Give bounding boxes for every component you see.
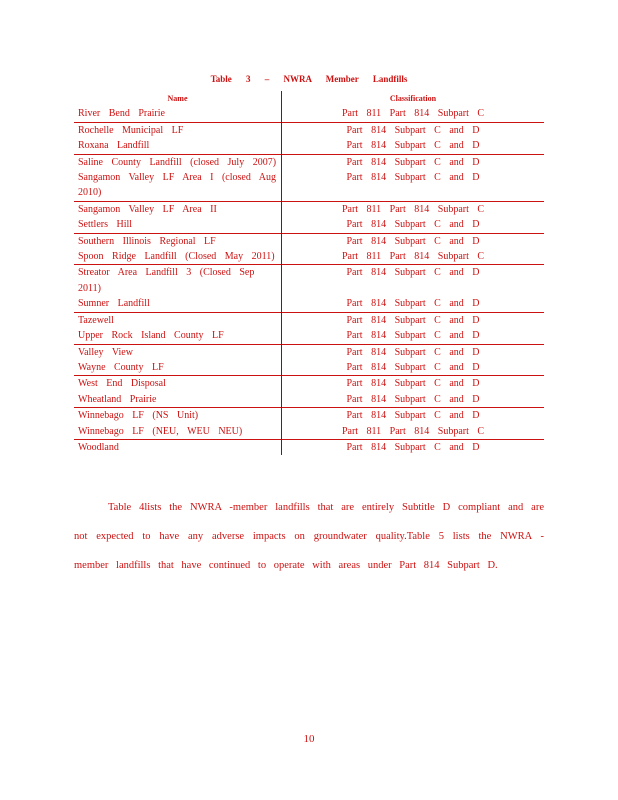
landfill-name: Sumner Landfill xyxy=(74,296,282,312)
landfill-name: Wheatland Prairie xyxy=(74,392,282,408)
landfill-name: Winnebago LF (NEU, WEU NEU) xyxy=(74,424,282,440)
landfill-classification: Part 814 Subpart C and D xyxy=(282,265,545,296)
table-row xyxy=(74,328,544,344)
landfill-classification: Part 814 Subpart C and D xyxy=(346,298,480,310)
landfill-classification: Part 814 Subpart C and D xyxy=(282,122,545,138)
table-row xyxy=(74,154,544,170)
landfill-name: Saline County Landfill (closed July 2007) xyxy=(74,154,282,170)
table-row xyxy=(74,249,544,265)
table-row xyxy=(74,217,544,233)
landfill-classification: Part 811 Part 814 Subpart C xyxy=(341,108,485,120)
body-paragraph xyxy=(74,493,544,580)
landfill-classification: Part 814 Subpart C and D xyxy=(282,439,545,455)
landfill-name: Sangamon Valley LF Area I (closed Aug 2010) xyxy=(74,170,282,201)
table-row xyxy=(74,408,544,424)
table-row xyxy=(74,424,544,440)
table-caption: Table 3 – NWRA Member Landfills xyxy=(210,74,408,84)
table-row xyxy=(74,122,544,138)
landfill-classification: Part 814 Subpart C and D xyxy=(346,219,480,231)
landfill-classification: Part 814 Subpart C and D xyxy=(282,408,545,424)
landfill-name: Streator Area Landfill 3 (Closed Sep 2011) xyxy=(74,265,282,296)
landfill-classification: Part 814 Subpart C and D xyxy=(346,140,480,152)
landfill-name: Tazewell xyxy=(74,312,282,328)
landfill-classification: Part 814 Subpart C and D xyxy=(346,361,480,373)
table-row xyxy=(74,376,544,392)
landfill-name: Settlers Hill xyxy=(74,217,282,233)
table-row xyxy=(74,170,544,201)
table-row xyxy=(74,296,544,312)
landfill-name: Winnebago LF (NS Unit) xyxy=(74,408,282,424)
table-row xyxy=(74,138,544,154)
landfill-classification: Part 814 Subpart C and D xyxy=(282,233,545,249)
page-number: 10 xyxy=(303,733,315,745)
landfill-name: Southern Illinois Regional LF xyxy=(74,233,282,249)
table-row xyxy=(74,344,544,360)
table-row xyxy=(74,360,544,376)
landfill-name: Wayne County LF xyxy=(74,360,282,376)
landfill-classification: Part 814 Subpart C and D xyxy=(346,393,480,405)
table-row xyxy=(74,233,544,249)
table-row xyxy=(74,106,544,122)
landfill-classification: Part 814 Subpart C and D xyxy=(282,312,545,328)
landfill-name: Roxana Landfill xyxy=(74,138,282,154)
landfill-classification: Part 811 Part 814 Subpart C xyxy=(341,425,485,437)
landfill-name: Woodland xyxy=(74,439,282,455)
landfills-table xyxy=(74,91,544,455)
landfill-classification: Part 814 Subpart C and D xyxy=(282,154,545,170)
landfill-name: River Bend Prairie xyxy=(74,106,282,122)
landfill-name: Spoon Ridge Landfill (Closed May 2011) xyxy=(74,249,282,265)
landfill-name: Valley View xyxy=(74,344,282,360)
landfill-classification: Part 814 Subpart C and D xyxy=(282,344,545,360)
landfill-name: West End Disposal xyxy=(74,376,282,392)
landfill-name: Upper Rock Island County LF xyxy=(74,328,282,344)
landfill-classification: Part 811 Part 814 Subpart C xyxy=(341,251,485,263)
table-row xyxy=(74,201,544,217)
paragraph-text: Table 4lists the NWRA -member landfills that are entirely Subtitle D compliant and are not expected to have any adverse impacts on groundwater quality.Table 5 lists the NWRA -member landfills that have continued to operate with areas under Part 814 Subpart D. xyxy=(74,502,544,571)
table-row xyxy=(74,312,544,328)
classification-column-header: Classification xyxy=(389,94,437,103)
landfill-name: Rochelle Municipal LF xyxy=(74,122,282,138)
landfill-classification: Part 811 Part 814 Subpart C xyxy=(282,201,545,217)
table-row xyxy=(74,265,544,296)
landfill-name: Sangamon Valley LF Area II xyxy=(74,201,282,217)
table-row xyxy=(74,439,544,455)
landfill-classification: Part 814 Subpart C and D xyxy=(346,330,480,342)
table-row xyxy=(74,392,544,408)
name-column-header: Name xyxy=(74,91,282,106)
landfill-classification: Part 814 Subpart C and D xyxy=(282,376,545,392)
landfill-classification: Part 814 Subpart C and D xyxy=(346,172,480,184)
